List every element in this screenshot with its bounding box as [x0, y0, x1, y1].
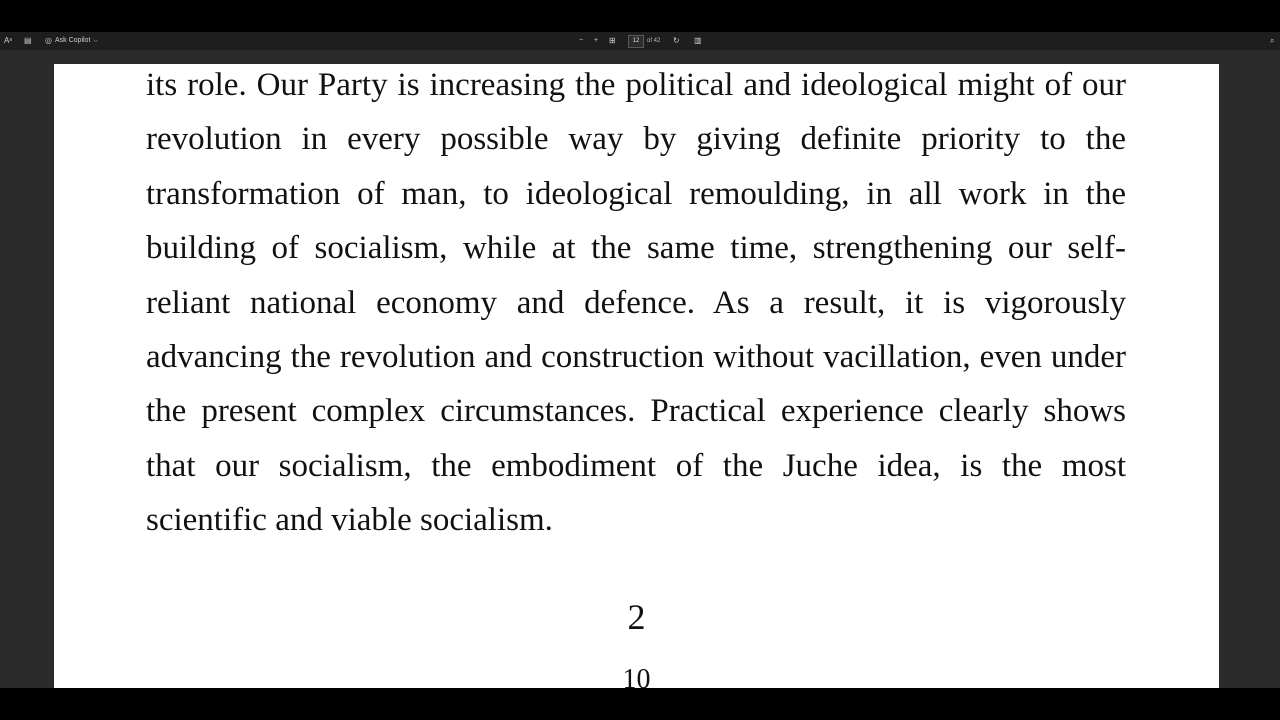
pdf-toolbar	[0, 32, 1280, 50]
ask-copilot-button[interactable]	[45, 32, 98, 50]
chevron-down-icon: ⌵	[93, 38, 98, 44]
zoom-out-label: −	[579, 37, 584, 44]
page-number-input[interactable]: 12	[628, 35, 644, 48]
view-button[interactable]	[24, 32, 32, 50]
zoom-in-label: +	[594, 37, 599, 44]
pdf-viewer[interactable]	[0, 32, 1280, 688]
body-paragraph: its role. Our Party is increasing the political and ideological might of our revolution in every possible way by giving definite priority to the transformation of man, to ideological remoulding, in all work in the building of socialism, while at the same time, strengthening our self-reliant national economy and defence. As a result, it is vigorously advancing the revolution and construction without vacillation, even under the present complex circumstances. Practical experience clearly shows that our socialism, the embodiment of the Juche idea, is the most scientific and viable socialism.	[146, 67, 1126, 539]
page-number: 2	[627, 597, 646, 637]
read-aloud-icon: Aˢ	[4, 36, 13, 45]
read-aloud-button[interactable]	[4, 32, 12, 50]
page-total: of 42	[647, 38, 661, 44]
search-icon: ⌕	[1270, 36, 1275, 45]
view-icon: ▤	[24, 36, 32, 45]
rotate-button[interactable]	[673, 32, 680, 50]
page-view-button[interactable]	[694, 32, 702, 50]
search-button[interactable]	[1270, 32, 1274, 50]
page-view-icon: ▥	[694, 36, 702, 45]
fit-page-icon: ⊞	[609, 36, 616, 45]
zoom-in-button[interactable]	[594, 32, 598, 50]
copilot-icon: ◎	[45, 36, 52, 45]
pdf-page	[54, 64, 1219, 688]
page-number-field[interactable]	[628, 32, 660, 50]
sheet-number: 10	[622, 664, 651, 688]
zoom-out-button[interactable]	[579, 32, 583, 50]
rotate-icon: ↻	[673, 36, 680, 45]
fit-page-button[interactable]	[609, 32, 616, 50]
ask-copilot-label: Ask Copilot	[54, 37, 91, 44]
